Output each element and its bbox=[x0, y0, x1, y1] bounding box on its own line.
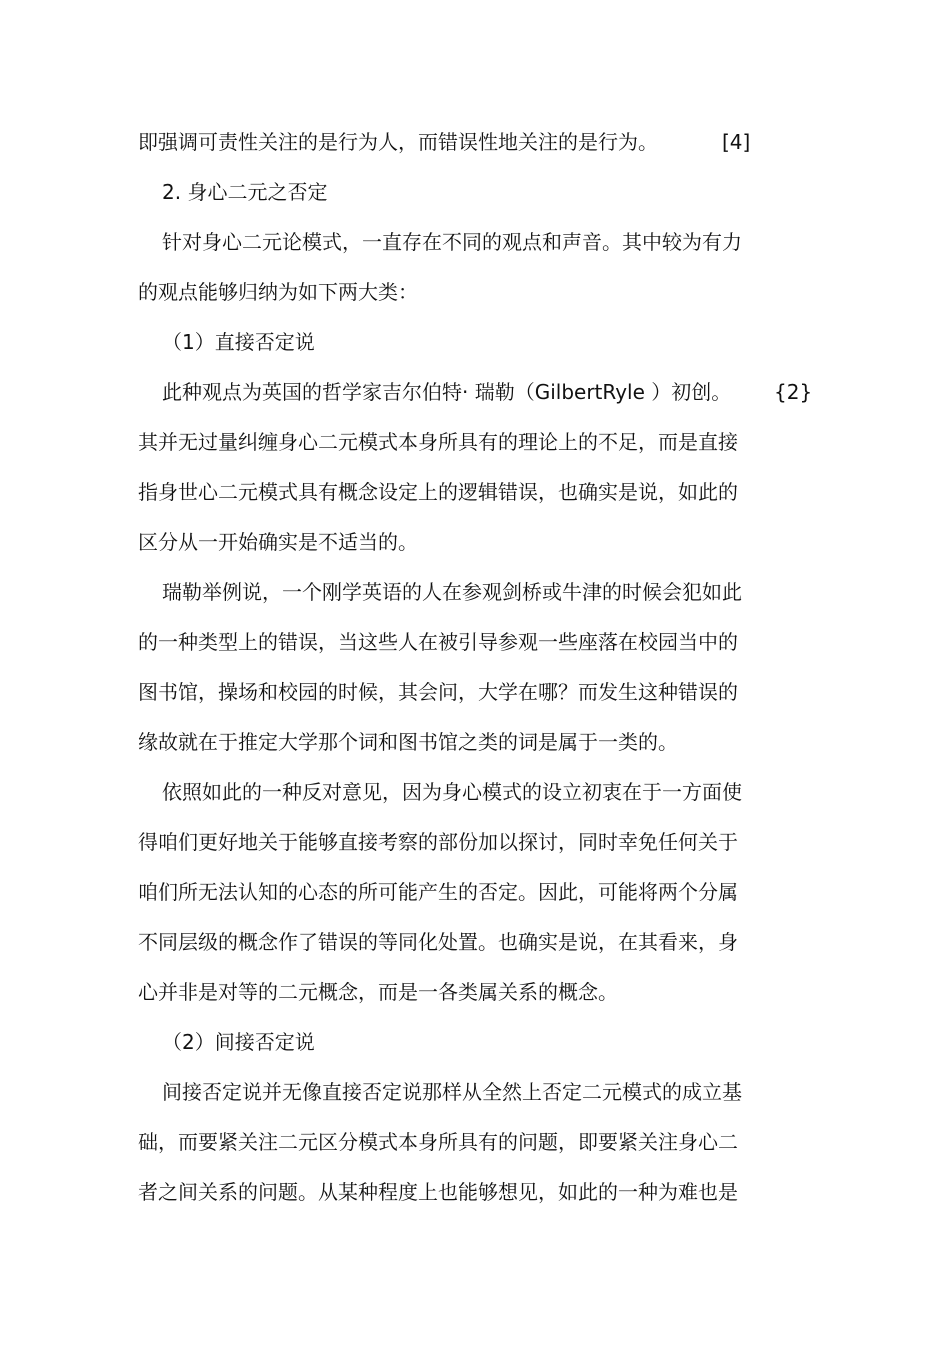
text-line: 针对身心二元论模式，一直存在不同的观点和声音。其中较为有力 bbox=[162, 230, 742, 254]
text-line: 缘故就在于推定大学那个词和图书馆之类的词是属于一类的。 bbox=[138, 730, 678, 754]
citation-marker: {2} bbox=[774, 380, 813, 404]
text-line: 图书馆，操场和校园的时候，其会问，大学在哪？而发生这种错误的 bbox=[138, 680, 738, 704]
text-line: 间接否定说并无像直接否定说那样从全然上否定二元模式的成立基 bbox=[162, 1080, 742, 1104]
text-line: 区分从一开始确实是不适当的。 bbox=[138, 530, 418, 554]
citation-marker: [4] bbox=[722, 130, 751, 154]
text-line: 指身世心二元模式具有概念设定上的逻辑错误，也确实是说，如此的 bbox=[138, 480, 738, 504]
text-line: 此种观点为英国的哲学家吉尔伯特· 瑞勒（GilbertRyle ）初创。 bbox=[162, 380, 732, 404]
text-line: 咱们所无法认知的心态的所可能产生的否定。因此，可能将两个分属 bbox=[138, 880, 738, 904]
section-heading: 2. 身心二元之否定 bbox=[162, 180, 328, 204]
text-line: 其并无过量纠缠身心二元模式本身所具有的理论上的不足，而是直接 bbox=[138, 430, 738, 454]
text-line: 依照如此的一种反对意见，因为身心模式的设立初衷在于一方面使 bbox=[162, 780, 742, 804]
text-line: 的一种类型上的错误，当这些人在被引导参观一些座落在校园当中的 bbox=[138, 630, 738, 654]
text-line: 不同层级的概念作了错误的等同化处置。也确实是说，在其看来，身 bbox=[138, 930, 738, 954]
text-line: 即强调可责性关注的是行为人，而错误性地关注的是行为。 bbox=[138, 130, 658, 154]
subsection-heading: （2）间接否定说 bbox=[162, 1030, 315, 1054]
text-line: 础，而要紧关注二元区分模式本身所具有的问题，即要紧关注身心二 bbox=[138, 1130, 738, 1154]
text-line: 的观点能够归纳为如下两大类： bbox=[138, 280, 418, 304]
text-line: 心并非是对等的二元概念，而是一各类属关系的概念。 bbox=[138, 980, 618, 1004]
text-line: 瑞勒举例说，一个刚学英语的人在参观剑桥或牛津的时候会犯如此 bbox=[162, 580, 742, 604]
text-line: 者之间关系的问题。从某种程度上也能够想见，如此的一种为难也是 bbox=[138, 1180, 738, 1204]
text-line: 得咱们更好地关于能够直接考察的部份加以探讨，同时幸免任何关于 bbox=[138, 830, 738, 854]
subsection-heading: （1）直接否定说 bbox=[162, 330, 315, 354]
